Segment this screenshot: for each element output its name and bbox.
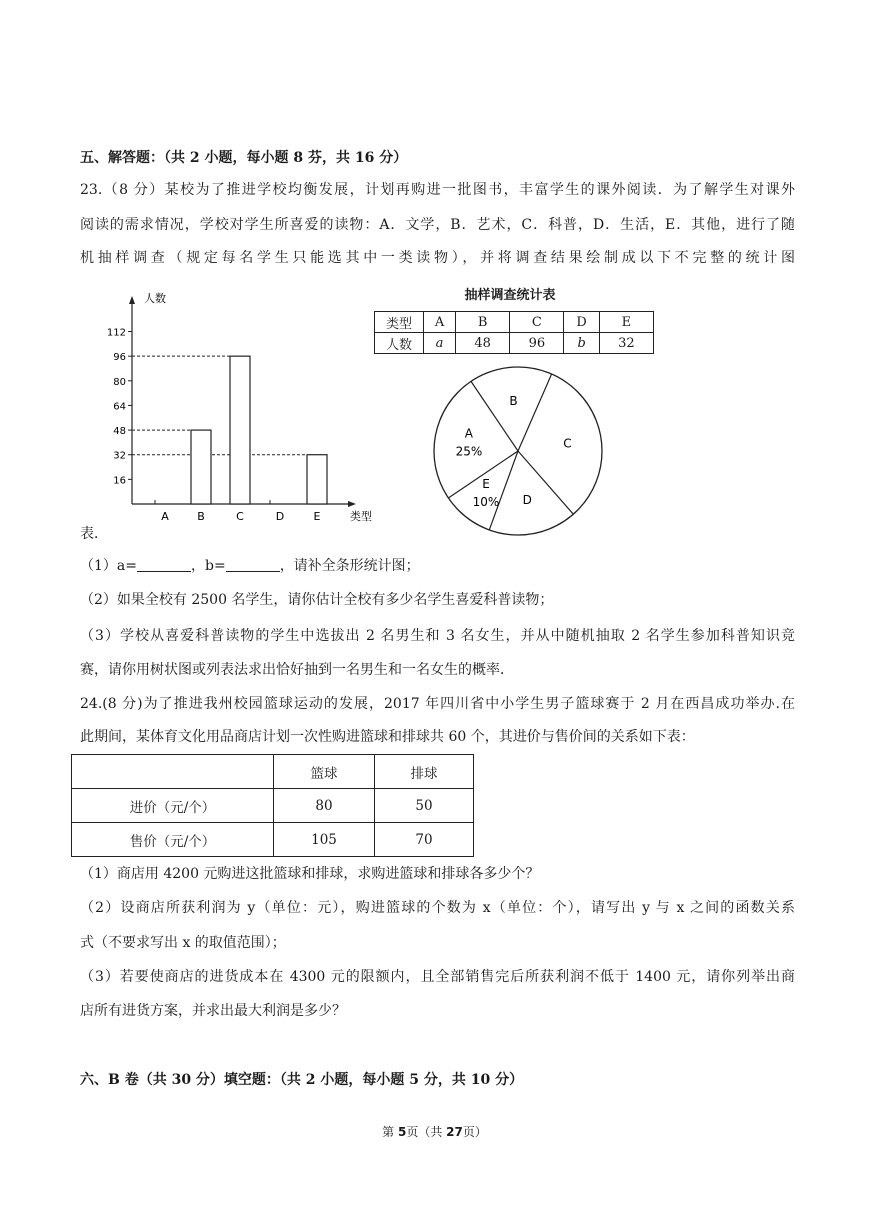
x-tick-label: E	[313, 510, 321, 523]
q23-sub-2: （2）如果全校有 2500 名学生，请你估计全校有多少名学生喜爱科普读物；	[80, 592, 554, 608]
x-axis-arrow	[348, 501, 356, 507]
q23-sub-1	[80, 556, 795, 576]
y-tick-label: 64	[113, 401, 126, 413]
bar	[230, 356, 250, 504]
y-tick-label: 112	[106, 327, 126, 339]
bar	[307, 455, 327, 504]
footer-post: 页）	[462, 1125, 487, 1139]
survey-data-cell: 96	[510, 333, 564, 354]
q23-line-3: 机抽样调查（规定每名学生只能选其中一类读物），并将调查结果绘制成以下不完整的统计图	[80, 250, 795, 266]
pie-divider	[489, 451, 518, 530]
pie-slice-label: A	[464, 426, 474, 441]
y-tick-label: 80	[113, 376, 126, 388]
q24-sub-2-line-1: （2）设商店所获利润为 y（单位：元），购进篮球的个数为 x（单位：个），请写出 y 与 x 之间的函数关系	[80, 900, 795, 916]
q23-line-1: 23.（8 分）某校为了推进学校均衡发展，计划再购进一批图书，丰富学生的课外阅读．为了解学生对课外	[80, 182, 795, 198]
price-cell: 105	[274, 823, 375, 857]
y-tick-label: 48	[113, 426, 126, 438]
bar	[191, 430, 211, 504]
price-cell: 70	[375, 823, 474, 857]
price-header-cell: 排球	[375, 755, 474, 789]
price-cell: 80	[274, 789, 375, 823]
q23-sub-1-c: ，请补全条形统计图；	[279, 558, 420, 574]
survey-data-cell: b	[564, 333, 599, 354]
survey-header-cell: B	[456, 312, 510, 333]
footer-mid: 页（共	[406, 1125, 447, 1139]
price-header-cell: 篮球	[274, 755, 375, 789]
x-tick-label: C	[236, 510, 244, 523]
q24-line-1: 24.(8 分)为了推进我州校园篮球运动的发展，2017 年四川省中小学生男子篮球赛于 2 月在西昌成功举办.在	[80, 696, 795, 712]
q24-sub-3-line-1: （3）若要使商店的进货成本在 4300 元的限额内，且全部销售完后所获利润不低于 1400 元，请你列举出商	[80, 969, 795, 985]
survey-header-cell: D	[564, 312, 599, 333]
x-tick-label: B	[197, 510, 205, 523]
pie-slice-label: C	[563, 436, 572, 451]
q23-sub-1-a: （1）a=	[80, 558, 137, 574]
survey-data-cell: 人数	[375, 333, 424, 354]
survey-data-cell: 48	[456, 333, 510, 354]
survey-table	[374, 311, 654, 354]
section-6-title: 六、B 卷（共 30 分）填空题：（共 2 小题，每小题 5 分，共 10 分）	[80, 1072, 524, 1088]
price-table	[71, 754, 474, 857]
y-tick-label: 96	[113, 352, 126, 364]
y-tick-label: 16	[113, 475, 126, 487]
x-tick-label: A	[161, 510, 169, 523]
y-axis-arrow	[129, 296, 135, 304]
survey-header-cell: C	[510, 312, 564, 333]
pie-slice-percent: 10%	[472, 494, 500, 509]
price-cell: 售价（元/个）	[72, 823, 274, 857]
q23-sub-3-line-1: （3）学校从喜爱科普读物的学生中选拔出 2 名男生和 3 名女生，并从中随机抽取 2 名学生参加科普知识竞	[80, 628, 795, 644]
survey-header-cell: E	[599, 312, 653, 333]
price-header-cell	[72, 755, 274, 789]
price-table-header-row	[72, 755, 474, 789]
price-table-row	[72, 789, 474, 823]
footer-pre: 第	[382, 1125, 398, 1139]
bar-chart-guides	[132, 356, 307, 455]
bar-chart-xlabel: 类型	[350, 510, 372, 523]
price-table-row	[72, 823, 474, 857]
pie-slice-percent: 25%	[455, 444, 483, 459]
pie-divider	[471, 381, 518, 451]
survey-table-title: 抽样调查统计表	[464, 288, 556, 303]
q24-sub-2-line-2: 式（不要求写出 x 的取值范围）；	[80, 935, 286, 951]
bar-chart-bars	[191, 356, 327, 504]
y-tick-label: 32	[113, 450, 126, 462]
page-footer	[0, 1123, 869, 1140]
q23-sub-1-b: ，b=	[190, 558, 226, 574]
survey-data-cell: a	[424, 333, 456, 354]
q23-line-4: 表．	[80, 526, 108, 542]
pie-divider	[518, 374, 552, 451]
footer-total-pages: 27	[446, 1125, 463, 1139]
survey-data-cell: 32	[599, 333, 653, 354]
pie-chart	[428, 366, 608, 536]
answer-blank-a	[137, 557, 191, 572]
answer-blank-b	[226, 557, 280, 572]
bar-chart-ylabel: 人数	[144, 292, 166, 305]
price-cell: 进价（元/个）	[72, 789, 274, 823]
footer-page-number: 5	[397, 1125, 407, 1139]
survey-table-header-row	[375, 312, 654, 333]
q23-line-2: 阅读的需求情况，学校对学生所喜爱的读物：A．文学，B．艺术，C．科普，D．生活，E．其他，进行了随	[80, 217, 795, 233]
bar-chart	[106, 288, 390, 538]
survey-header-cell: A	[424, 312, 456, 333]
survey-table-data-row	[375, 333, 654, 354]
q23-sub-3-line-2: 赛，请你用树状图或列表法求出恰好抽到一名男生和一名女生的概率．	[80, 662, 514, 678]
price-cell: 50	[375, 789, 474, 823]
pie-slice-label: E	[482, 476, 490, 491]
bar-chart-labels	[107, 328, 321, 523]
pie-slice-label: B	[509, 394, 518, 409]
survey-header-cell: 类型	[375, 312, 424, 333]
x-tick-label: D	[275, 510, 285, 523]
q24-line-2: 此期间，某体育文化用品商店计划一次性购进篮球和排球共 60 个，其进价与售价间的关系如下表：	[80, 729, 695, 745]
section-5-title: 五、解答题：（共 2 小题，每小题 8 芬，共 16 分）	[80, 150, 408, 166]
pie-slice-label: D	[522, 493, 532, 508]
q24-sub-1: （1）商店用 4200 元购进这批篮球和排球，求购进篮球和排球各多少个？	[80, 866, 540, 882]
q24-sub-3-line-2: 店所有进货方案，并求出最大利润是多少？	[80, 1003, 346, 1019]
